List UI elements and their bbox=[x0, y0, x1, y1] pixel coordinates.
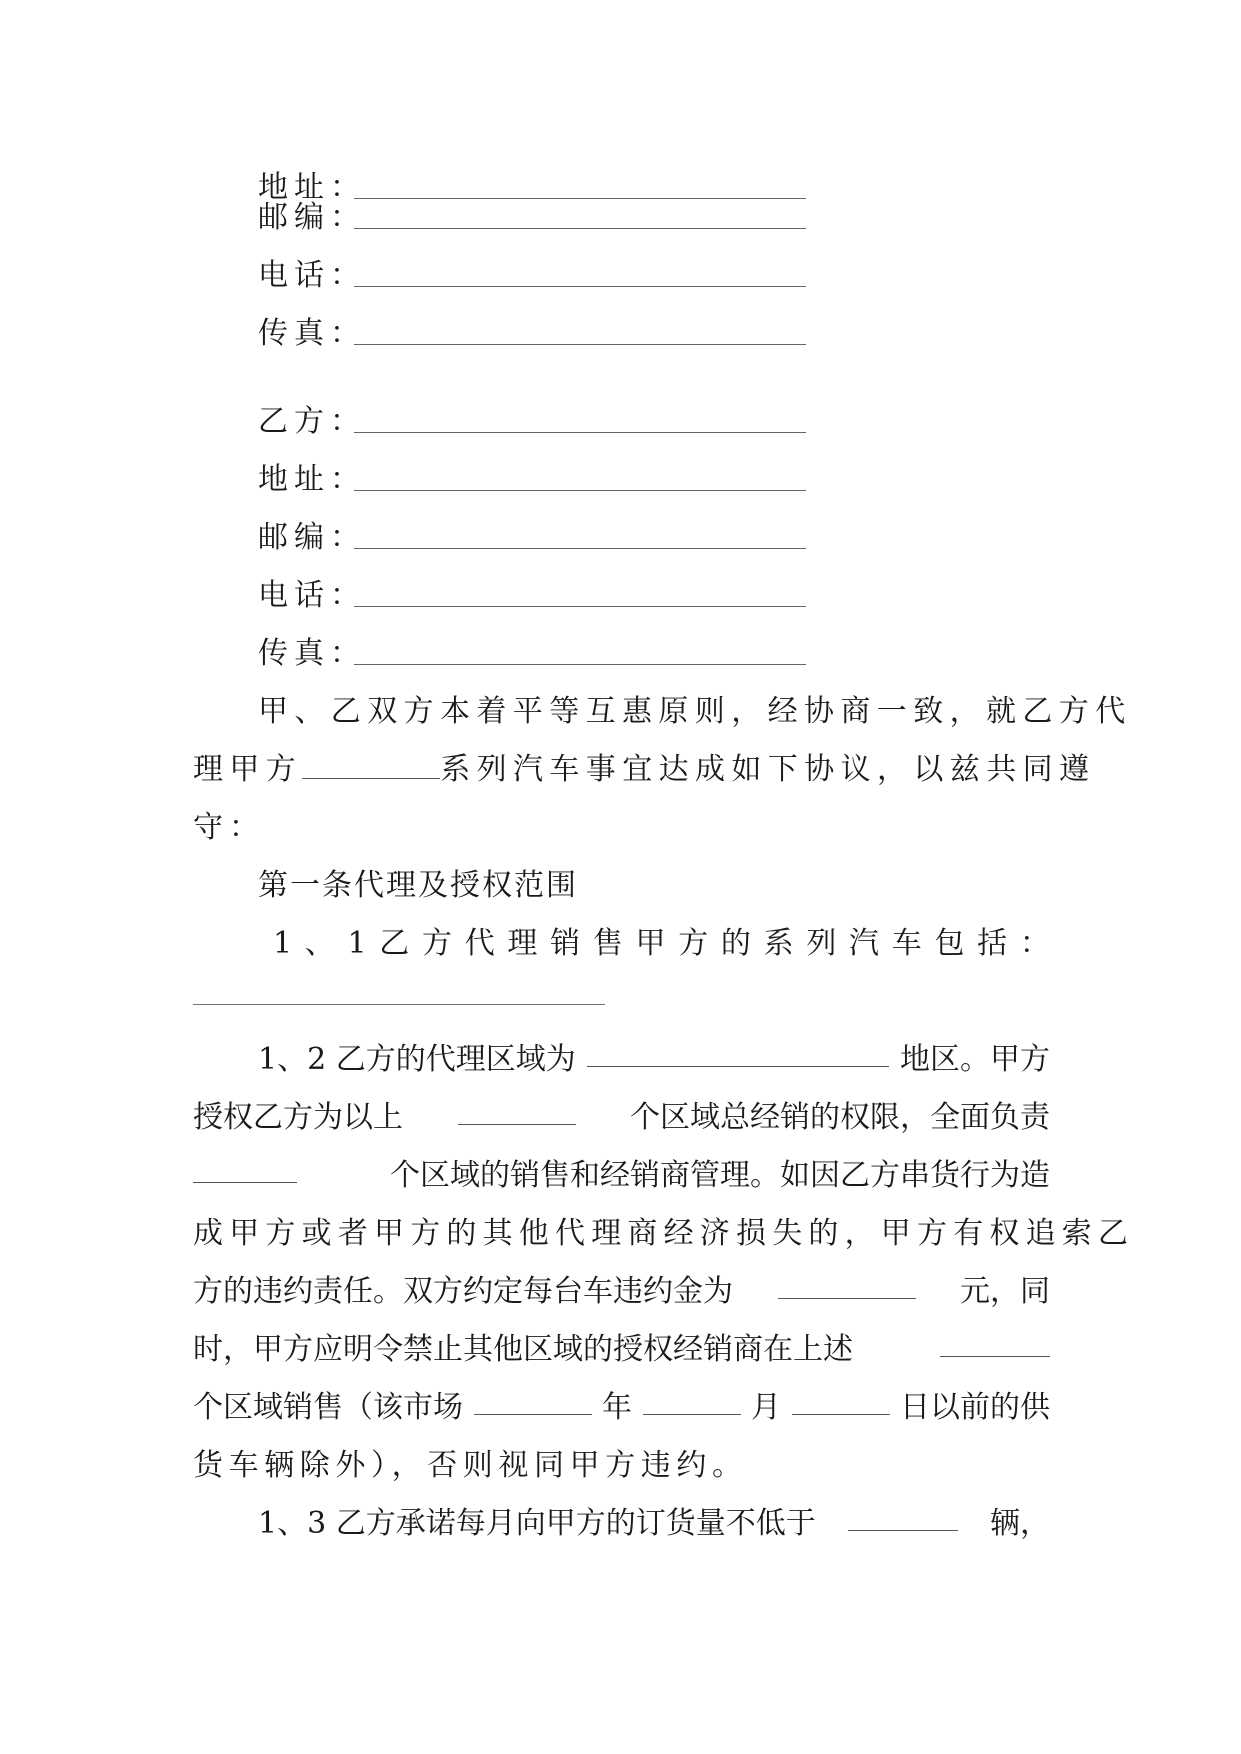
clause-text: 个区域的销售和经销商管理。如因乙方串货行为造 bbox=[390, 1158, 1050, 1193]
party-b-postcode-row bbox=[258, 518, 366, 558]
field-label: 地址： bbox=[258, 462, 366, 497]
fill-in-blank bbox=[354, 490, 806, 491]
clause-1-1-line bbox=[273, 924, 1050, 964]
fill-in-blank bbox=[354, 228, 806, 229]
clause-char: 系 bbox=[763, 926, 794, 961]
fill-in-blank bbox=[354, 548, 806, 549]
clause-char: 汽 bbox=[849, 926, 880, 961]
fill-in-blank bbox=[792, 1388, 890, 1415]
clause-char: 甲 bbox=[635, 926, 666, 961]
intro-line-3: 守： bbox=[193, 810, 265, 845]
clause-text: 1、3 乙方承诺每月向甲方的订货量不低于 bbox=[258, 1506, 816, 1541]
party-b-phone-row bbox=[258, 576, 366, 616]
intro-line-2 bbox=[193, 750, 1095, 790]
field-label: 乙方： bbox=[258, 404, 366, 439]
clause-text: 方的违约责任。双方约定每台车违约金为 bbox=[193, 1274, 733, 1309]
clause-1-2-line-3 bbox=[193, 1156, 1050, 1196]
fill-in-blank bbox=[474, 1388, 592, 1415]
fill-in-blank bbox=[354, 286, 806, 287]
fill-in-blank bbox=[940, 1330, 1050, 1357]
fill-in-blank bbox=[848, 1504, 958, 1531]
clause-text: 地区。甲方 bbox=[900, 1042, 1050, 1077]
field-label: 传真： bbox=[258, 636, 366, 671]
clause-char: 代 bbox=[464, 926, 495, 961]
clause-text: 年 bbox=[602, 1390, 632, 1425]
clause-text: 授权乙方为以上 bbox=[193, 1100, 403, 1135]
clause-char: 括 bbox=[977, 926, 1008, 961]
clause-1-2-line-5 bbox=[193, 1272, 1050, 1312]
clause-1-3-line-1 bbox=[258, 1504, 1050, 1544]
fill-in-blank bbox=[458, 1098, 576, 1125]
clause-1-2-line-2 bbox=[193, 1098, 1050, 1138]
fill-in-blank bbox=[354, 198, 806, 199]
clause-char: 方 bbox=[678, 926, 709, 961]
clause-char: 的 bbox=[720, 926, 751, 961]
fill-in-blank bbox=[193, 1004, 605, 1005]
fill-in-blank bbox=[302, 752, 440, 779]
intro-line-1: 甲、乙双方本着平等互惠原则，经协商一致，就乙方代 bbox=[258, 694, 1132, 729]
clause-text: 月 bbox=[751, 1390, 781, 1425]
fill-in-blank bbox=[354, 664, 806, 665]
clause-char: 售 bbox=[592, 926, 623, 961]
clause-text: 个区域总经销的权限，全面负责 bbox=[630, 1100, 1050, 1135]
party-b-address-row bbox=[258, 460, 366, 500]
clause-1-2-line-7 bbox=[193, 1388, 1050, 1428]
field-label: 邮编： bbox=[258, 520, 366, 555]
clause-1-2-line-6 bbox=[193, 1330, 1050, 1370]
party-a-fax-row bbox=[258, 314, 366, 354]
clause-char: 方 bbox=[422, 926, 452, 961]
party-a-phone-row bbox=[258, 256, 366, 296]
clause-char: 、 bbox=[304, 926, 335, 961]
clause-text: 辆， bbox=[990, 1506, 1050, 1541]
clause-text: 1、2 乙方的代理区域为 bbox=[258, 1042, 576, 1077]
fill-in-blank bbox=[778, 1272, 916, 1299]
clause-1-2-line-1 bbox=[258, 1040, 1050, 1080]
article-1-title: 第一条代理及授权范围 bbox=[258, 868, 578, 903]
clause-char: 1 bbox=[347, 926, 367, 961]
clause-char: 1 bbox=[273, 926, 293, 961]
clause-1-2-line-8: 货车辆除外），否则视同甲方违约。 bbox=[193, 1448, 748, 1483]
fill-in-blank bbox=[354, 432, 806, 433]
field-label: 地址： bbox=[258, 170, 366, 205]
intro-text: 理甲方 bbox=[193, 752, 303, 787]
clause-char: 包 bbox=[934, 926, 965, 961]
clause-text: 日以前的供 bbox=[900, 1390, 1050, 1425]
fill-in-blank bbox=[643, 1388, 741, 1415]
clause-char: 销 bbox=[550, 926, 581, 961]
fill-in-blank bbox=[587, 1040, 889, 1067]
party-a-postcode-row bbox=[258, 198, 366, 238]
field-label: 电话： bbox=[258, 258, 366, 293]
field-label: 邮编： bbox=[258, 200, 366, 235]
clause-text: 元，同 bbox=[960, 1274, 1050, 1309]
clause-char: 理 bbox=[507, 926, 538, 961]
field-label: 传真： bbox=[258, 316, 366, 351]
clause-text: 时，甲方应明令禁止其他区域的授权经销商在上述 bbox=[193, 1332, 853, 1367]
intro-text: 系列汽车事宜达成如下协议，以兹共同遵 bbox=[440, 752, 1096, 787]
clause-char: 列 bbox=[806, 926, 837, 961]
field-label: 电话： bbox=[258, 578, 366, 613]
clause-char: ： bbox=[1019, 926, 1050, 961]
clause-char: 乙 bbox=[379, 926, 410, 961]
clause-1-2-line-4: 成甲方或者甲方的其他代理商经济损失的，甲方有权追索乙 bbox=[193, 1216, 1135, 1251]
fill-in-blank bbox=[193, 1156, 297, 1183]
clause-text: 个区域销售（该市场 bbox=[193, 1390, 463, 1425]
fill-in-blank bbox=[354, 344, 806, 345]
fill-in-blank bbox=[354, 606, 806, 607]
clause-char: 车 bbox=[891, 926, 922, 961]
party-b-fax-row bbox=[258, 634, 366, 674]
party-b-row bbox=[258, 402, 366, 442]
